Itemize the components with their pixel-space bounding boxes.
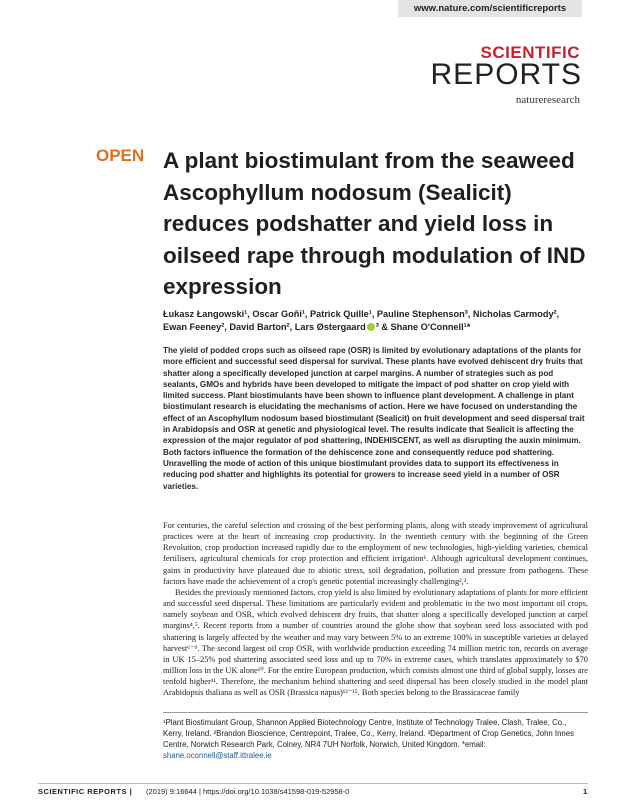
journal-logo-scientific: SCIENTIFIC (480, 43, 580, 62)
author-list (163, 308, 603, 334)
page-number: 1 (583, 787, 588, 796)
body-paragraph: Besides the previously mentioned factors, crop yield is also limited by evolutionary adaptations of plants for more efficient and successful seed dispersal. These limitations are particularly evident and problematic in the two most important oil crops, namely soybean and OSR, which evolved dehiscent dry fruits, that shatter along a specifically developed junction at carpel margins⁴,⁵. Recent reports from a number of countries around the globe show that soybean seed loss associated with pod shattering is largely affected by the weather and may vary between 5% to an extreme 100% in susceptible varieties at delayed harvest⁶⁻⁹. The second largest oil crop OSR, with worldwide production exceeding 74 million metric ton, records on average in UK 15–25% pod shattering associated seed loss and up to 70% in extreme cases, which translates approximately to $70 million loss in the UK alone¹⁰. For the entire European production, which consists almost one third of global supply, losses are tenfold higher¹¹. Therefore, the mechanism behind shattering and seed dispersal has been closely studied in the model plant Arabidopsis thaliana as well as OSR (Brassica napus)¹²⁻¹⁵. Both species belong to the Brassicaceae family (163, 587, 588, 698)
footer-journal-name: SCIENTIFIC REPORTS | (38, 787, 133, 796)
author-names-2a: Ewan Feeney², David Barton², Lars Østergaard (163, 322, 366, 332)
author-names-2b: ³ & Shane O'Connell¹* (375, 322, 471, 332)
orcid-icon[interactable] (367, 323, 375, 331)
body-text (163, 520, 588, 699)
journal-url[interactable]: www.nature.com/scientificreports (398, 0, 582, 17)
author-line-2 (163, 321, 603, 334)
affiliations (163, 717, 588, 761)
abstract: The yield of podded crops such as oilseed rape (OSR) is limited by evolutionary adaptations of the plants for more efficient and successful seed dispersal for survival. These plants have evolved dehiscent dry fruits that shatter along a specifically developed junction at carpel margins. A number of strategies such as pod sealants, GMOs and hybrids have been developed to mitigate the impact of pod shatter on crop yield with limited success. Plant biostimulants have been shown to influence plant development. A challenge in plant biostimulant research is elucidating the mechanisms of action. Here we have focused on understanding the effect of an Ascophyllum nodosum based biostimulant (Sealicit) on fruit development and seed dispersal trait in Arabidopsis and OSR at genetic and physiological level. The results indicate that Sealicit is affecting the expression of the major regulator of pod shattering, INDEHISCENT, as well as disrupting the auxin minimum. Both factors influence the formation of the dehiscence zone and consequently reduce pod shattering. Unravelling the mode of action of this unique biostimulant provides data to support its effectiveness in reducing pod shatter and highlights its potential for growers to increase seed yield in a number of OSR varieties. (163, 346, 585, 491)
publisher-name: natureresearch (515, 94, 580, 106)
email-link[interactable]: shane.oconnell@staff.ittralee.ie (163, 751, 272, 760)
article-title: A plant biostimulant from the seaweed Ascophyllum nodosum (Sealicit) reduces podshatter and yield loss in oilseed rape through modulation of IND expression (163, 148, 586, 299)
footer-citation[interactable]: (2019) 9:16644 | https://doi.org/10.1038/s41598-019-52958-0 (146, 787, 350, 796)
journal-logo-reports: REPORTS (430, 58, 582, 91)
affiliation-text: ¹Plant Biostimulant Group, Shannon Applied Biotechnology Centre, Institute of Technology Tralee, Clash, Tralee, Co., Kerry, Ireland. ²Brandon Bioscience, Centrepoint, Tralee, Co., Kerry, Ireland. ³Department of Crop Genetics, John Innes Centre, Norwich Research Park, Colney, NR4 7UH Norfolk, Norwich, United Kingdom. *email: (163, 718, 574, 749)
author-line-1: Łukasz Łangowski¹, Oscar Goñi¹, Patrick Quille¹, Pauline Stephenson³, Nicholas Carmody², (163, 309, 560, 319)
open-access-tag: OPEN (96, 146, 145, 165)
affiliation-divider (163, 712, 588, 713)
footer-divider (38, 783, 588, 784)
body-paragraph: For centuries, the careful selection and crossing of the best performing plants, along with steady improvement of agricultural practices were at the heart of increasing crop productivity. In the twentieth century with the beginning of the Green Revolution, crop production increased rapidly due to the employment of new technologies, high-yielding varieties, chemical fertilisers, agricultural chemicals for crop protection and efficient irrigation¹. Although agricultural development continues, gains in productivity have plateaued due to abiotic stress, soil degradation, pollution and pressure from pathogens. These factors have made the achievement of a crop's genetic potential increasingly challenging²,³. (163, 521, 588, 586)
